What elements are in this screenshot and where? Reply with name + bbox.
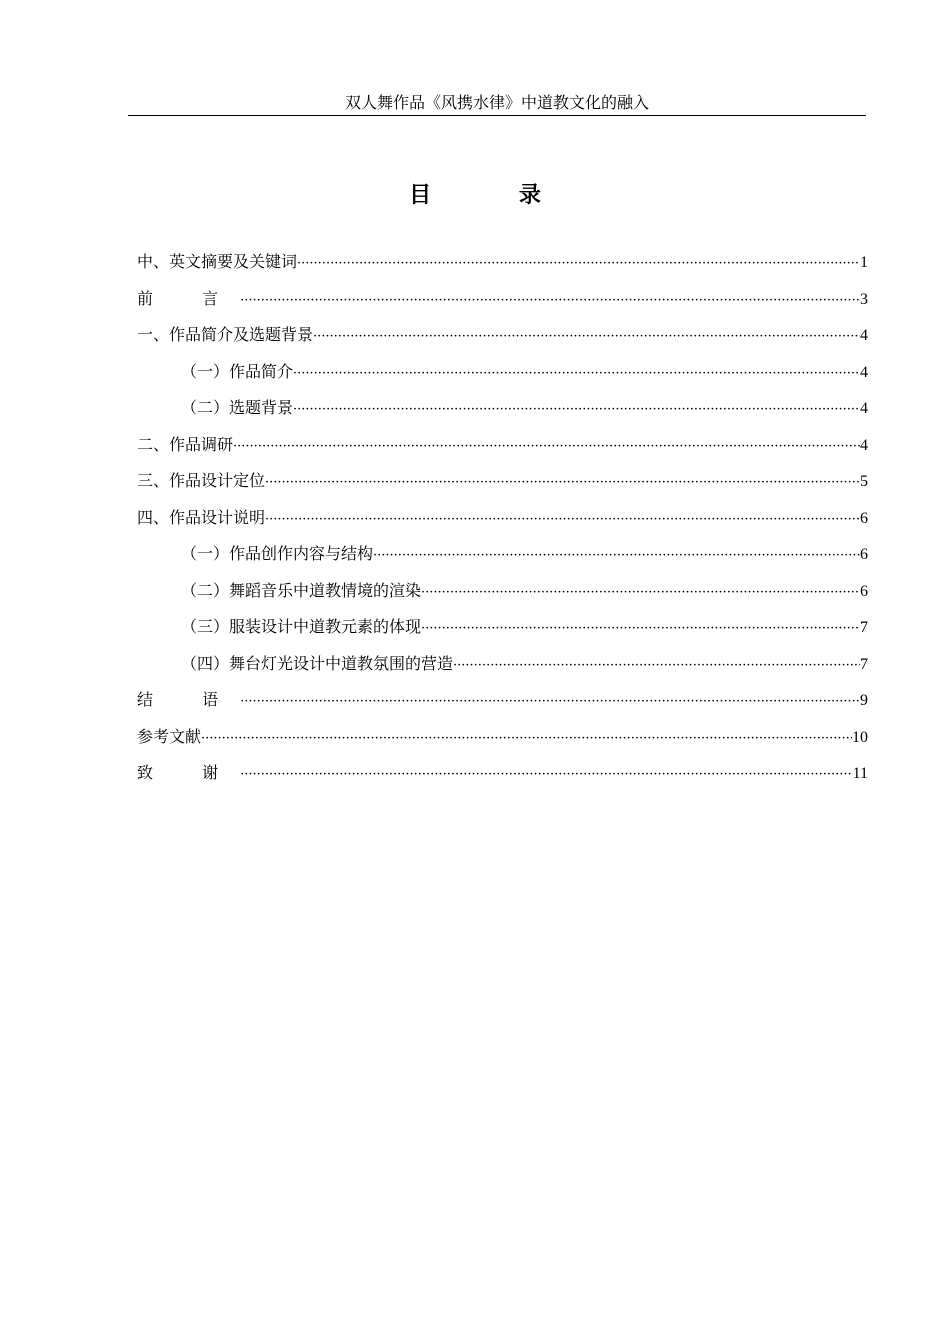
toc-entry[interactable]: [137, 725, 868, 762]
toc-entry-label: （三）服装设计中道教元素的体现: [181, 617, 422, 636]
toc-entry-page: 5: [860, 473, 868, 490]
toc-dot-leader: [293, 398, 860, 422]
toc-entry-label: 中、英文摘要及关键词: [137, 252, 298, 271]
toc-entry[interactable]: [137, 433, 868, 470]
toc-dot-leader: [240, 763, 853, 787]
toc-entry-page: 6: [860, 546, 868, 563]
toc-dot-leader: [421, 581, 860, 605]
toc-entry-label: （一）作品创作内容与结构: [181, 544, 374, 563]
toc-entry-page: 6: [860, 582, 868, 600]
toc-entry-label: （一）作品简介: [181, 361, 294, 381]
toc-entry[interactable]: [137, 761, 868, 798]
toc-entry-label: 三、作品设计定位: [137, 471, 266, 490]
toc-dot-leader: [293, 362, 860, 386]
toc-entry-page: 3: [860, 290, 868, 308]
toc-entry-page: 4: [860, 327, 868, 344]
toc-entry-page: 4: [860, 436, 868, 454]
toc-entry-label: 二、作品调研: [137, 434, 234, 454]
toc-entry[interactable]: [137, 615, 868, 652]
toc-entry-page: 7: [860, 655, 868, 673]
toc-dot-leader: [240, 289, 860, 313]
toc-entry-page: 4: [860, 363, 868, 381]
toc-entry[interactable]: [137, 688, 868, 725]
toc-entry-page: 1: [860, 254, 868, 271]
toc-entry-page: 9: [860, 692, 868, 709]
toc-dot-leader: [373, 544, 860, 568]
toc-entry[interactable]: [137, 287, 868, 324]
toc-entry-page: 6: [860, 509, 868, 527]
toc-entry-label: （四）舞台灯光设计中道教氛围的营造: [181, 653, 454, 673]
toc-entry[interactable]: [137, 360, 868, 397]
toc-dot-leader: [240, 690, 860, 714]
toc-entry[interactable]: [137, 542, 868, 579]
toc-entry-label: 四、作品设计说明: [137, 507, 266, 527]
toc-entry-label: 参考文献: [137, 726, 202, 746]
toc-dot-leader: [233, 435, 860, 459]
toc-entry[interactable]: [137, 323, 868, 360]
toc-entry[interactable]: [137, 652, 868, 689]
toc-entry-page: 4: [860, 400, 868, 417]
toc-dot-leader: [421, 617, 860, 641]
toc-entry-label: （二）选题背景: [181, 398, 294, 417]
toc-entry[interactable]: [137, 506, 868, 543]
toc-dot-leader: [297, 252, 860, 276]
toc-dot-leader: [453, 654, 860, 678]
toc-entry-label: 前 言: [137, 288, 241, 308]
toc-entry-label: 致 谢: [137, 763, 241, 782]
running-header: 双人舞作品《风携水律》中道教文化的融入: [128, 92, 866, 116]
table-of-contents: [137, 250, 868, 798]
toc-title: 目 录: [409, 182, 581, 208]
toc-entry[interactable]: [137, 250, 868, 287]
toc-entry[interactable]: [137, 469, 868, 506]
toc-entry[interactable]: [137, 396, 868, 433]
toc-dot-leader: [265, 471, 860, 495]
toc-entry-label: （二）舞蹈音乐中道教情境的渲染: [181, 580, 422, 600]
toc-entry-label: 结 语: [137, 690, 241, 709]
toc-dot-leader: [201, 727, 852, 751]
toc-entry-page: 11: [852, 765, 868, 782]
toc-entry[interactable]: [137, 579, 868, 616]
toc-dot-leader: [265, 508, 860, 532]
toc-entry-page: 10: [852, 728, 868, 746]
toc-dot-leader: [313, 325, 860, 349]
toc-entry-page: 7: [860, 619, 868, 636]
toc-entry-label: 一、作品简介及选题背景: [137, 325, 314, 344]
